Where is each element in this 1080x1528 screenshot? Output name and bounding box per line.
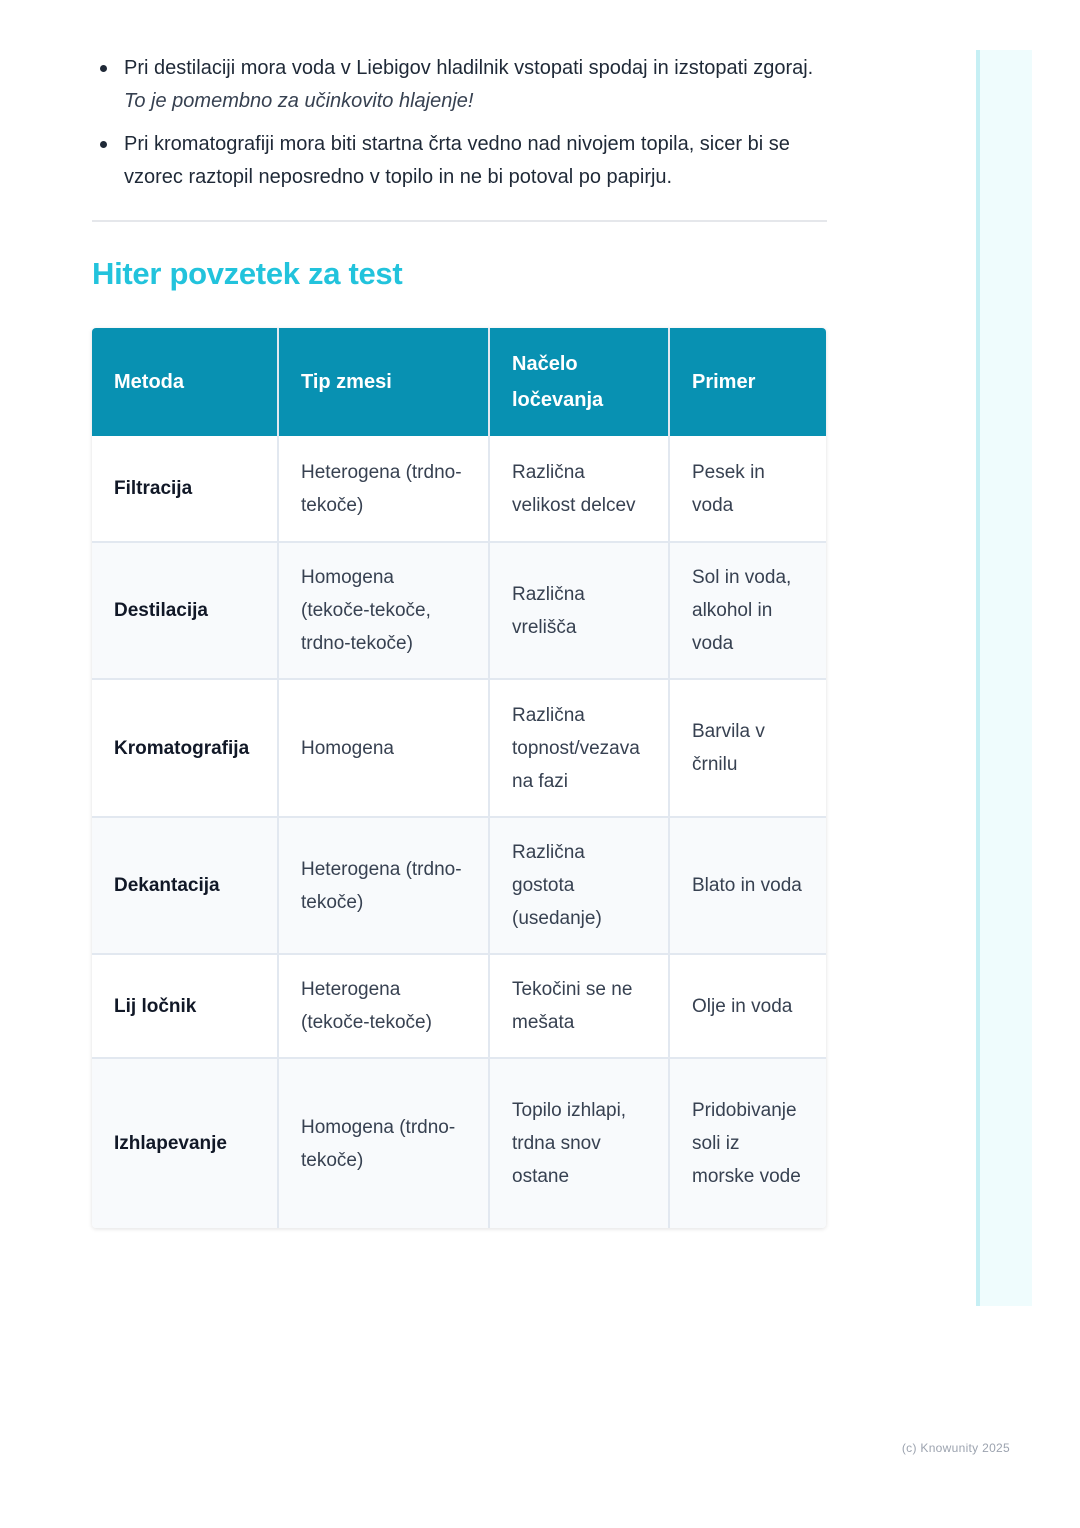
table-cell: Homogena (tekoče-tekoče, trdno-tekoče) [278,542,489,679]
bullet-item [92,52,827,118]
summary-table [92,328,826,1228]
table-cell: Heterogena (tekoče-tekoče) [278,954,489,1058]
summary-table-wrapper [92,328,826,1228]
column-header-example: Primer [669,328,826,436]
table-row [92,817,826,954]
table-cell: Pesek in voda [669,436,826,542]
table-cell: Različna vrelišča [489,542,669,679]
bullet-list [92,52,827,194]
side-panel [976,50,1032,1306]
table-cell: Tekočini se ne mešata [489,954,669,1058]
document-content [92,52,827,1228]
bullet-item [92,128,827,194]
table-cell-method: Destilacija [92,542,278,679]
table-cell: Homogena [278,679,489,817]
table-cell: Različna velikost delcev [489,436,669,542]
section-title: Hiter povzetek za test [92,256,403,291]
table-cell: Sol in voda, alkohol in voda [669,542,826,679]
table-cell: Heterogena (trdno-tekoče) [278,436,489,542]
table-cell: Različna gostota (usedanje) [489,817,669,954]
table-cell: Topilo izhlapi, trdna snov ostane [489,1058,669,1228]
table-cell: Barvila v črnilu [669,679,826,817]
table-cell-method: Izhlapevanje [92,1058,278,1228]
table-row [92,542,826,679]
table-cell-method: Filtracija [92,436,278,542]
table-cell: Homogena (trdno-tekoče) [278,1058,489,1228]
table-cell-method: Dekantacija [92,817,278,954]
table-row [92,679,826,817]
divider [92,220,827,222]
table-header-row [92,328,826,436]
table-row [92,954,826,1058]
table-cell-method: Lij ločnik [92,954,278,1058]
table-cell: Blato in voda [669,817,826,954]
copyright-footer: (c) Knowunity 2025 [901,1441,1010,1455]
table-cell: Heterogena (trdno-tekoče) [278,817,489,954]
column-header-principle: Načelo ločevanja [489,328,669,436]
table-cell: Olje in voda [669,954,826,1058]
table-cell: Pridobivanje soli iz morske vode [669,1058,826,1228]
table-row [92,1058,826,1228]
table-row [92,436,826,542]
bullet-emphasis: To je pomembno za učinkovito hlajenje! [124,90,474,112]
column-header-mixture-type: Tip zmesi [278,328,489,436]
table-cell-method: Kromatografija [92,679,278,817]
bullet-text: Pri destilaciji mora voda v Liebigov hladilnik vstopati spodaj in izstopati zgoraj. [124,57,814,79]
column-header-method: Metoda [92,328,278,436]
table-cell: Različna topnost/vezava na fazi [489,679,669,817]
bullet-text: Pri kromatografiji mora biti startna črta vedno nad nivojem topila, sicer bi se vzorec raztopil neposredno v topilo in ne bi potoval po papirju. [124,133,790,188]
